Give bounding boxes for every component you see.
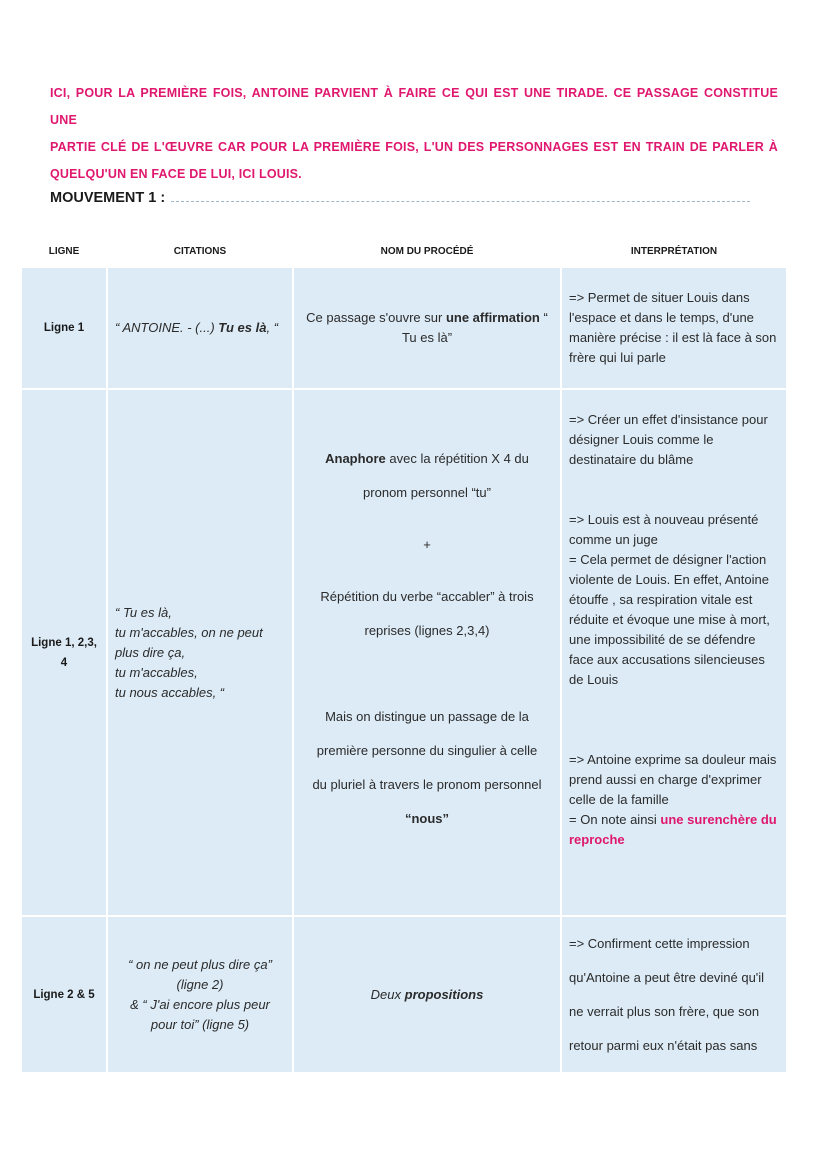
row-ligne: Ligne 2 & 5: [22, 917, 106, 1072]
row-interpretation: => Confirment cette impression qu'Antoine a peut être deviné qu'il ne verrait plus son frère, que son retour parmi eux n'était pas sans: [562, 917, 786, 1072]
header-citations: CITATIONS: [108, 236, 292, 266]
row-ligne: Ligne 1, 2,3, 4: [22, 390, 106, 915]
intro-line-1: ICI, POUR LA PREMIÈRE FOIS, ANTOINE PARVIENT À FAIRE CE QUI EST UNE TIRADE. CE PASSAGE CONSTITUE UNE: [50, 86, 778, 127]
row-citation: “ ANTOINE. - (...) Tu es là, “: [108, 268, 292, 388]
intro-line-3: QUELQU'UN EN FACE DE LUI, ICI LOUIS.: [50, 167, 302, 181]
table-header-row: [22, 236, 786, 266]
header-ligne: LIGNE: [22, 236, 106, 266]
header-interpretation: INTERPRÉTATION: [562, 236, 786, 266]
row-interpretation: => Permet de situer Louis dans l'espace et dans le temps, d'une manière précise : il est là face à son frère qui lui parle: [562, 268, 786, 388]
header-procede: NOM DU PROCÉDÉ: [294, 236, 560, 266]
row-interpretation: => Créer un effet d'insistance pour désigner Louis comme le destinataire du blâme => Louis est à nouveau présenté comme un juge = Cela permet de désigner l'action violente de Louis. En effet, Antoine étouffe , sa respiration vitale est réduite et évoque une mise à mort, une impossibilité de se défendre face aux accusations silencieuses de Louis => Antoine exprime sa douleur mais prend aussi en charge d'exprimer celle de la famille = On note ainsi une surenchère du reproche: [562, 390, 786, 915]
table-row: [22, 268, 786, 388]
movement-heading: [50, 190, 750, 206]
row-procede: Ce passage s'ouvre sur une affirmation “ Tu es là”: [294, 268, 560, 388]
row-procede: Deux propositions: [294, 917, 560, 1072]
intro-line-2: PARTIE CLÉ DE L'ŒUVRE CAR POUR LA PREMIÈRE FOIS, L'UN DES PERSONNAGES EST EN TRAIN DE PARLER À: [50, 140, 778, 154]
row-ligne: Ligne 1: [22, 268, 106, 388]
row-citation: “ Tu es là, tu m'accables, on ne peut plus dire ça, tu m'accables, tu nous accables, “: [108, 390, 292, 915]
table-row: [22, 917, 786, 1072]
row-citation: “ on ne peut plus dire ça” (ligne 2) & “ J'ai encore plus peur pour toi” (ligne 5): [108, 917, 292, 1072]
analysis-table: [20, 234, 788, 1074]
movement-label: MOUVEMENT 1 :: [50, 190, 166, 206]
table-row: [22, 390, 786, 915]
row-procede: Anaphore avec la répétition X 4 du pronom personnel “tu” + Répétition du verbe “accabler” à trois reprises (lignes 2,3,4) Mais on distingue un passage de la première personne du singulier à celle du pluriel à travers le pronom personnel “nous”: [294, 390, 560, 915]
intro-paragraph: [50, 80, 778, 188]
movement-fill-line: [171, 201, 750, 202]
